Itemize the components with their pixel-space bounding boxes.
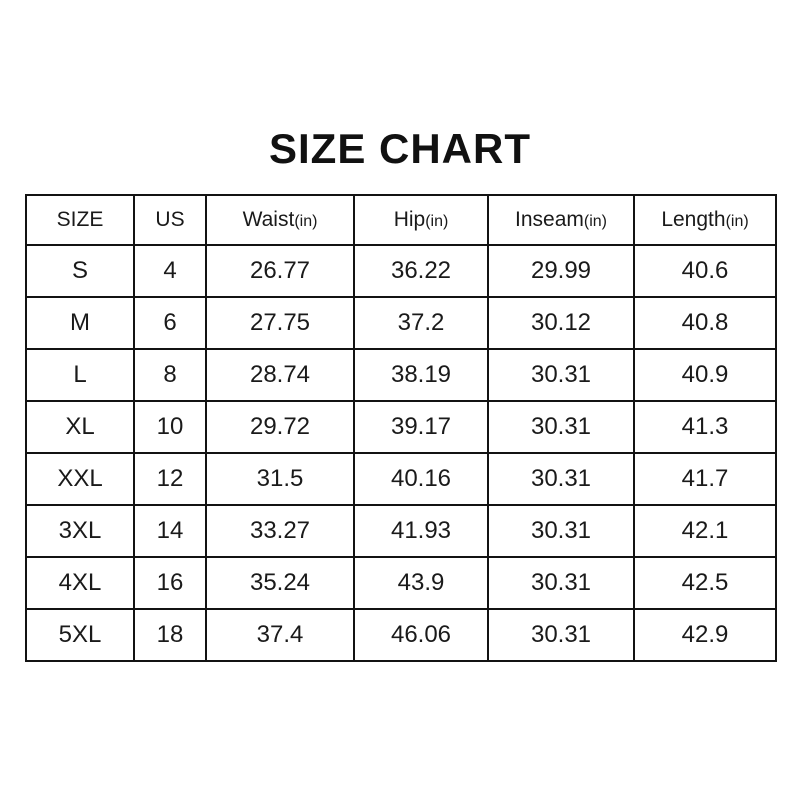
size-chart-table-wrapper <box>25 194 775 662</box>
cell-inseam: 30.31 <box>488 609 634 661</box>
cell-waist: 37.4 <box>206 609 354 661</box>
cell-hip: 41.93 <box>354 505 488 557</box>
column-header-hip-unit: (in) <box>425 213 449 231</box>
cell-size: S <box>26 245 134 297</box>
cell-us: 8 <box>134 349 206 401</box>
cell-size: 4XL <box>26 557 134 609</box>
cell-inseam: 29.99 <box>488 245 634 297</box>
cell-size: M <box>26 297 134 349</box>
cell-hip: 43.9 <box>354 557 488 609</box>
cell-size: XXL <box>26 453 134 505</box>
cell-length: 40.6 <box>634 245 776 297</box>
column-header-waist-label: Waist <box>242 208 295 232</box>
cell-us: 14 <box>134 505 206 557</box>
cell-waist: 26.77 <box>206 245 354 297</box>
table-row <box>26 401 776 453</box>
column-header-inseam-unit: (in) <box>583 213 607 231</box>
cell-inseam: 30.31 <box>488 349 634 401</box>
cell-hip: 40.16 <box>354 453 488 505</box>
cell-waist: 28.74 <box>206 349 354 401</box>
column-header-size-label: SIZE <box>56 208 104 232</box>
column-header-inseam-label: Inseam <box>515 208 584 232</box>
cell-waist: 27.75 <box>206 297 354 349</box>
cell-length: 42.5 <box>634 557 776 609</box>
cell-length: 41.3 <box>634 401 776 453</box>
cell-waist: 31.5 <box>206 453 354 505</box>
cell-hip: 46.06 <box>354 609 488 661</box>
table-header <box>26 195 776 245</box>
cell-waist: 29.72 <box>206 401 354 453</box>
cell-hip: 36.22 <box>354 245 488 297</box>
cell-us: 4 <box>134 245 206 297</box>
column-header-length-unit: (in) <box>725 213 749 231</box>
cell-length: 42.9 <box>634 609 776 661</box>
cell-size: 5XL <box>26 609 134 661</box>
cell-us: 6 <box>134 297 206 349</box>
column-header-hip <box>354 195 488 245</box>
cell-length: 41.7 <box>634 453 776 505</box>
cell-length: 40.8 <box>634 297 776 349</box>
table-row <box>26 505 776 557</box>
column-header-size <box>26 195 134 245</box>
table-header-row <box>26 195 776 245</box>
cell-us: 18 <box>134 609 206 661</box>
cell-inseam: 30.31 <box>488 505 634 557</box>
table-row <box>26 349 776 401</box>
cell-size: L <box>26 349 134 401</box>
column-header-us-label: US <box>155 208 185 232</box>
column-header-us <box>134 195 206 245</box>
cell-inseam: 30.12 <box>488 297 634 349</box>
cell-us: 12 <box>134 453 206 505</box>
page-title: SIZE CHART <box>269 125 531 172</box>
cell-length: 40.9 <box>634 349 776 401</box>
cell-hip: 39.17 <box>354 401 488 453</box>
column-header-inseam <box>488 195 634 245</box>
table-row <box>26 245 776 297</box>
cell-hip: 38.19 <box>354 349 488 401</box>
table-row <box>26 609 776 661</box>
column-header-hip-label: Hip <box>393 208 426 232</box>
column-header-waist <box>206 195 354 245</box>
cell-waist: 33.27 <box>206 505 354 557</box>
column-header-length-label: Length <box>661 208 726 232</box>
column-header-waist-unit: (in) <box>294 213 318 231</box>
table-row <box>26 557 776 609</box>
size-chart-table <box>25 194 777 662</box>
cell-inseam: 30.31 <box>488 401 634 453</box>
cell-size: XL <box>26 401 134 453</box>
column-header-length <box>634 195 776 245</box>
cell-us: 10 <box>134 401 206 453</box>
cell-hip: 37.2 <box>354 297 488 349</box>
cell-size: 3XL <box>26 505 134 557</box>
cell-inseam: 30.31 <box>488 557 634 609</box>
cell-us: 16 <box>134 557 206 609</box>
cell-length: 42.1 <box>634 505 776 557</box>
cell-waist: 35.24 <box>206 557 354 609</box>
table-body <box>26 245 776 661</box>
table-row <box>26 453 776 505</box>
cell-inseam: 30.31 <box>488 453 634 505</box>
table-row <box>26 297 776 349</box>
